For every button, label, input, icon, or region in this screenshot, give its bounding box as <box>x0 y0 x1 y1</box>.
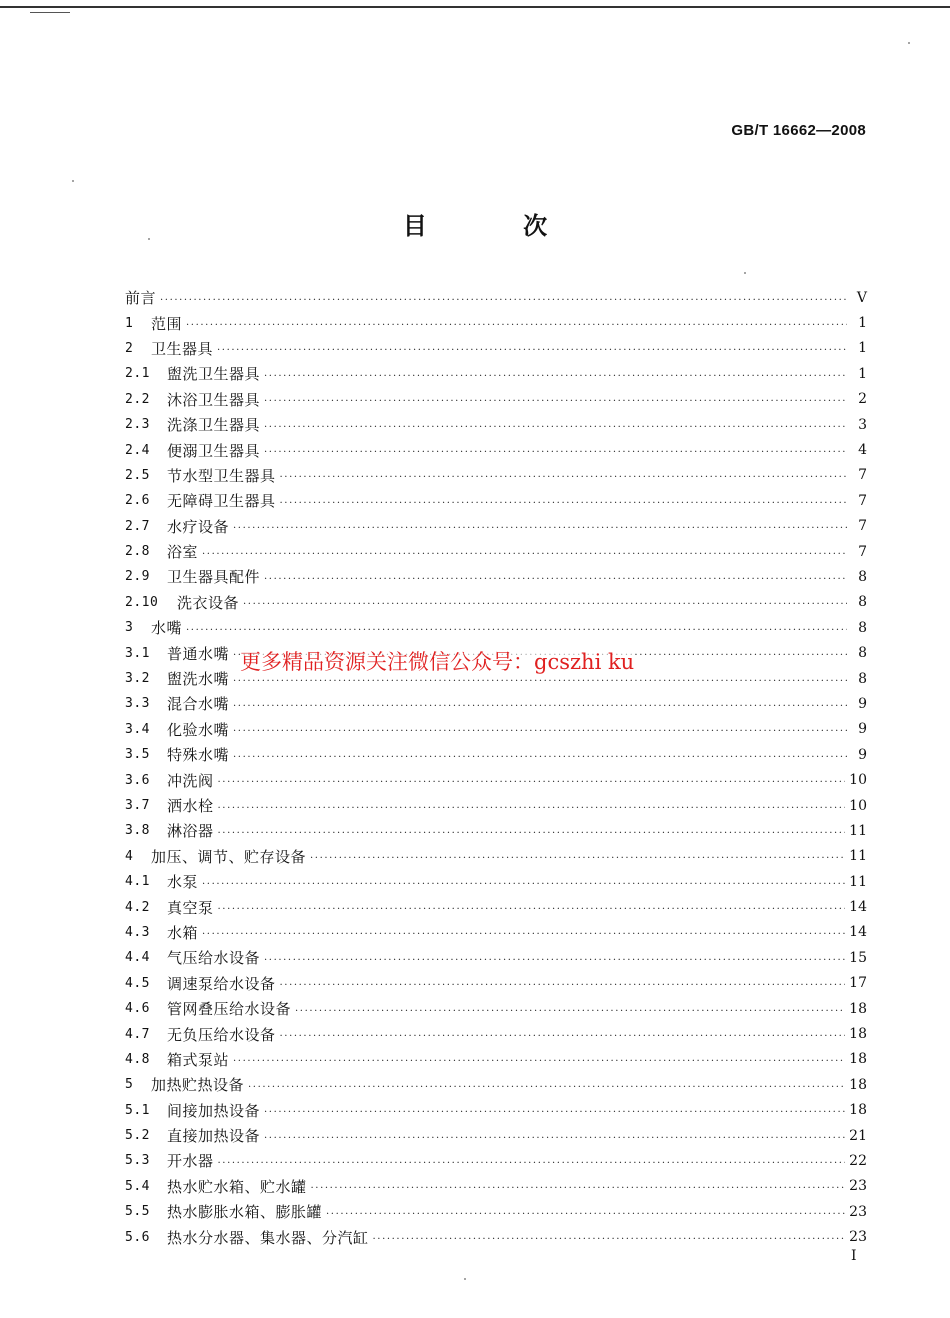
standard-code: GB/T 16662—2008 <box>731 122 866 139</box>
toc-entry[interactable] <box>125 1123 867 1148</box>
toc-entry-page: 7 <box>858 467 867 484</box>
toc-entry-page: V <box>856 289 867 306</box>
toc-entry-number: 4.2 <box>125 899 150 915</box>
toc-entry-number: 2.8 <box>125 544 150 560</box>
toc-entry-number: 4.8 <box>125 1051 150 1067</box>
toc-entry-page: 10 <box>849 797 867 814</box>
toc-entry-title: 间接加热设备 <box>167 1101 261 1120</box>
toc-entry-number: 5.6 <box>125 1229 150 1245</box>
toc-entry-number: 2.2 <box>125 391 150 407</box>
toc-entry[interactable] <box>125 920 867 945</box>
toc-entry-page: 18 <box>849 1000 867 1017</box>
toc-entry-title: 淋浴器 <box>167 822 214 841</box>
toc-dot-leader <box>326 1207 845 1217</box>
toc-dot-leader <box>218 902 846 912</box>
toc-entry-title: 管网叠压给水设备 <box>167 1000 292 1019</box>
toc-dot-leader <box>248 1080 845 1090</box>
toc-entry-title: 洗衣设备 <box>177 593 240 612</box>
toc-dot-leader <box>280 496 847 506</box>
toc-entry-title: 加热贮热设备 <box>151 1076 245 1095</box>
toc-entry-page: 17 <box>849 975 867 992</box>
toc-entry-page: 23 <box>849 1229 867 1246</box>
scan-speck <box>908 42 910 44</box>
toc-entry-title: 真空泵 <box>167 898 214 917</box>
toc-entry-page: 18 <box>849 1026 867 1043</box>
toc-entry[interactable] <box>125 1047 867 1072</box>
toc-dot-leader <box>264 1105 845 1115</box>
toc-dot-leader <box>311 1181 846 1191</box>
toc-dot-leader <box>202 877 845 887</box>
toc-dot-leader <box>202 927 845 937</box>
toc-entry-number: 2.5 <box>125 467 150 483</box>
toc-entry[interactable] <box>125 615 867 640</box>
toc-entry-number: 3.6 <box>125 772 150 788</box>
toc-entry-number: 1 <box>125 315 134 331</box>
toc-entry-number: 2.3 <box>125 417 150 433</box>
toc-entry-title: 水疗设备 <box>167 517 230 536</box>
toc-dot-leader <box>264 394 847 404</box>
toc-entry-page: 15 <box>849 949 867 966</box>
toc-entry-title: 卫生器具 <box>151 339 214 358</box>
toc-entry[interactable] <box>125 844 867 869</box>
toc-entry-title: 热水分水器、集水器、分汽缸 <box>167 1228 369 1247</box>
toc-entry-title: 水箱 <box>167 923 199 942</box>
toc-dot-leader <box>218 826 846 836</box>
toc-entry-page: 14 <box>849 899 867 916</box>
toc-entry-title: 化验水嘴 <box>167 720 230 739</box>
toc-entry-number: 3.8 <box>125 823 150 839</box>
toc-entry[interactable] <box>125 894 867 919</box>
toc-entry-title: 洒水栓 <box>167 797 214 815</box>
toc-entry-page: 9 <box>858 746 867 763</box>
toc-entry-number: 3.1 <box>125 645 150 661</box>
toc-entry-number: 4.5 <box>125 975 150 991</box>
toc-entry-number: 2 <box>125 340 134 356</box>
toc-entry[interactable] <box>125 1021 867 1046</box>
toc-entry[interactable] <box>125 793 867 818</box>
toc-entry-number: 5 <box>125 1077 134 1093</box>
scan-speck <box>744 272 746 274</box>
toc-entry-number: 3 <box>125 620 134 636</box>
toc-entry[interactable] <box>125 767 867 792</box>
toc-entry-page: 1 <box>858 365 867 382</box>
toc-dot-leader <box>233 521 847 531</box>
toc-entry-title: 箱式泵站 <box>167 1050 230 1069</box>
toc-entry[interactable] <box>125 1174 867 1199</box>
toc-dot-leader <box>295 1004 845 1014</box>
toc-entry-page: 3 <box>858 416 867 433</box>
toc-entry[interactable] <box>125 691 867 716</box>
toc-entry-title: 水嘴 <box>151 619 183 638</box>
toc-entry[interactable] <box>125 361 867 386</box>
toc-entry-number: 4.4 <box>125 950 150 966</box>
toc-entry-number: 4.6 <box>125 1001 150 1017</box>
toc-entry[interactable] <box>125 387 867 412</box>
scan-speck <box>148 238 150 240</box>
toc-entry-page: 8 <box>858 619 867 636</box>
toc-entry-page: 8 <box>858 568 867 585</box>
page-title: 目 次 <box>402 211 592 240</box>
toc-entry[interactable] <box>125 1098 867 1123</box>
toc-entry-page: 23 <box>849 1203 867 1220</box>
toc-entry-title: 洗涤卫生器具 <box>167 416 261 435</box>
toc-entry-page: 7 <box>858 492 867 509</box>
toc-entry[interactable] <box>125 437 867 462</box>
toc-dot-leader <box>264 369 847 379</box>
toc-entry-title: 前言 <box>125 289 157 308</box>
toc-entry[interactable] <box>125 996 867 1021</box>
toc-entry-title: 节水型卫生器具 <box>167 466 276 485</box>
toc-dot-leader <box>217 343 847 353</box>
toc-entry-number: 2.9 <box>125 569 150 585</box>
toc-entry[interactable] <box>125 945 867 970</box>
toc-dot-leader <box>233 699 847 709</box>
toc-entry-number: 5.2 <box>125 1128 150 1144</box>
toc-entry[interactable] <box>125 1224 867 1249</box>
toc-entry-title: 范围 <box>151 314 183 333</box>
toc-entry-title: 普通水嘴 <box>167 644 230 663</box>
toc-entry-page: 1 <box>858 340 867 357</box>
toc-entry-title: 盥洗水嘴 <box>167 670 230 689</box>
toc-entry[interactable] <box>125 514 867 539</box>
toc-entry-title: 开水器 <box>167 1152 214 1171</box>
toc-entry-page: 7 <box>858 543 867 560</box>
toc-entry-title: 卫生器具配件 <box>167 568 261 587</box>
toc-entry-page: 18 <box>849 1076 867 1093</box>
toc-entry-title: 直接加热设备 <box>167 1127 261 1146</box>
toc-entry-title: 混合水嘴 <box>167 695 230 714</box>
scan-speck <box>464 1278 466 1280</box>
toc-entry-page: 2 <box>858 391 867 408</box>
toc-entry[interactable] <box>125 539 867 564</box>
toc-entry-number: 4 <box>125 848 134 864</box>
table-of-contents <box>125 285 867 1250</box>
toc-entry[interactable] <box>125 336 867 361</box>
toc-entry-page: 8 <box>858 594 867 611</box>
top-rule <box>0 6 950 8</box>
scan-speck <box>72 180 74 182</box>
toc-entry-title: 无障碍卫生器具 <box>167 492 276 511</box>
toc-entry[interactable] <box>125 971 867 996</box>
toc-entry-page: 8 <box>858 645 867 662</box>
toc-entry-number: 2.10 <box>125 594 159 610</box>
toc-entry[interactable] <box>125 590 867 615</box>
toc-entry-number: 3.5 <box>125 747 150 763</box>
toc-dot-leader <box>243 597 847 607</box>
toc-dot-leader <box>218 801 846 811</box>
toc-dot-leader <box>280 1029 846 1039</box>
toc-entry-page: 18 <box>849 1102 867 1119</box>
toc-entry-number: 4.1 <box>125 874 150 890</box>
toc-entry[interactable] <box>125 463 867 488</box>
toc-entry-number: 5.4 <box>125 1178 150 1194</box>
toc-entry-page: 18 <box>849 1051 867 1068</box>
toc-entry[interactable] <box>125 1072 867 1097</box>
toc-entry-number: 2.6 <box>125 493 150 509</box>
toc-entry-title: 盥洗卫生器具 <box>167 365 261 384</box>
toc-entry-title: 气压给水设备 <box>167 949 261 968</box>
watermark-text: 更多精品资源关注微信公众号：gcszhi ku <box>240 646 634 676</box>
toc-entry[interactable] <box>125 488 867 513</box>
toc-entry-page: 8 <box>858 670 867 687</box>
toc-entry-page: 9 <box>858 695 867 712</box>
toc-entry-title: 特殊水嘴 <box>167 746 230 765</box>
toc-entry[interactable] <box>125 1148 867 1173</box>
page-number: I <box>851 1248 857 1264</box>
toc-entry-number: 2.7 <box>125 518 150 534</box>
toc-entry[interactable] <box>125 412 867 437</box>
toc-entry-number: 4.7 <box>125 1026 150 1042</box>
toc-entry-number: 4.3 <box>125 924 150 940</box>
toc-dot-leader <box>373 1232 846 1242</box>
toc-entry-page: 4 <box>858 442 867 459</box>
toc-entry[interactable] <box>125 869 867 894</box>
toc-dot-leader <box>160 293 847 303</box>
toc-entry[interactable] <box>125 1199 867 1224</box>
toc-dot-leader <box>233 1054 845 1064</box>
toc-dot-leader <box>264 445 847 455</box>
toc-entry-number: 3.7 <box>125 798 150 813</box>
toc-dot-leader <box>264 572 847 582</box>
toc-dot-leader <box>310 851 845 861</box>
toc-entry-page: 22 <box>849 1152 867 1169</box>
toc-entry-title: 热水贮水箱、贮水罐 <box>167 1177 307 1196</box>
toc-entry-page: 9 <box>858 721 867 738</box>
toc-entry-title: 加压、调节、贮存设备 <box>151 847 307 866</box>
toc-dot-leader <box>202 547 847 557</box>
toc-entry-title: 调速泵给水设备 <box>167 974 276 993</box>
toc-entry-title: 沐浴卫生器具 <box>167 390 261 409</box>
toc-entry-number: 3.3 <box>125 696 150 712</box>
toc-entry-title: 水泵 <box>167 873 199 892</box>
toc-entry[interactable] <box>125 742 867 767</box>
toc-entry-page: 23 <box>849 1178 867 1195</box>
toc-dot-leader <box>218 1156 846 1166</box>
toc-entry-page: 21 <box>849 1127 867 1144</box>
toc-entry-number: 3.4 <box>125 721 150 737</box>
toc-entry-number: 2.1 <box>125 366 150 382</box>
toc-entry-page: 1 <box>858 315 867 332</box>
toc-entry-number: 2.4 <box>125 442 150 458</box>
toc-dot-leader <box>233 750 847 760</box>
toc-entry-page: 11 <box>849 822 867 839</box>
toc-dot-leader <box>186 318 847 328</box>
toc-entry-page: 10 <box>849 772 867 789</box>
toc-entry-page: 7 <box>858 518 867 535</box>
toc-dot-leader <box>186 623 847 633</box>
toc-dot-leader <box>280 978 846 988</box>
toc-entry-title: 便溺卫生器具 <box>167 441 261 460</box>
toc-entry-page: 14 <box>849 924 867 941</box>
toc-entry[interactable] <box>125 717 867 742</box>
toc-entry-title: 无负压给水设备 <box>167 1025 276 1044</box>
toc-dot-leader <box>233 724 847 734</box>
toc-dot-leader <box>264 1131 845 1141</box>
toc-entry[interactable] <box>125 310 867 335</box>
toc-entry-number: 5.3 <box>125 1153 150 1169</box>
toc-entry-page: 11 <box>849 873 867 890</box>
toc-entry[interactable] <box>125 564 867 589</box>
top-rule-mark <box>30 12 70 13</box>
toc-entry-title: 冲洗阀 <box>167 771 214 790</box>
toc-entry-number: 3.2 <box>125 671 150 687</box>
toc-dot-leader <box>264 420 847 430</box>
toc-entry[interactable] <box>125 818 867 843</box>
toc-dot-leader <box>280 470 847 480</box>
toc-entry-number: 5.5 <box>125 1204 150 1220</box>
toc-dot-leader <box>218 775 846 785</box>
toc-dot-leader <box>264 953 845 963</box>
toc-entry-number: 5.1 <box>125 1102 150 1118</box>
toc-entry-title: 热水膨胀水箱、膨胀罐 <box>167 1203 323 1222</box>
toc-entry-page: 11 <box>849 848 867 865</box>
toc-entry-title: 浴室 <box>167 543 199 562</box>
toc-entry[interactable] <box>125 285 867 310</box>
